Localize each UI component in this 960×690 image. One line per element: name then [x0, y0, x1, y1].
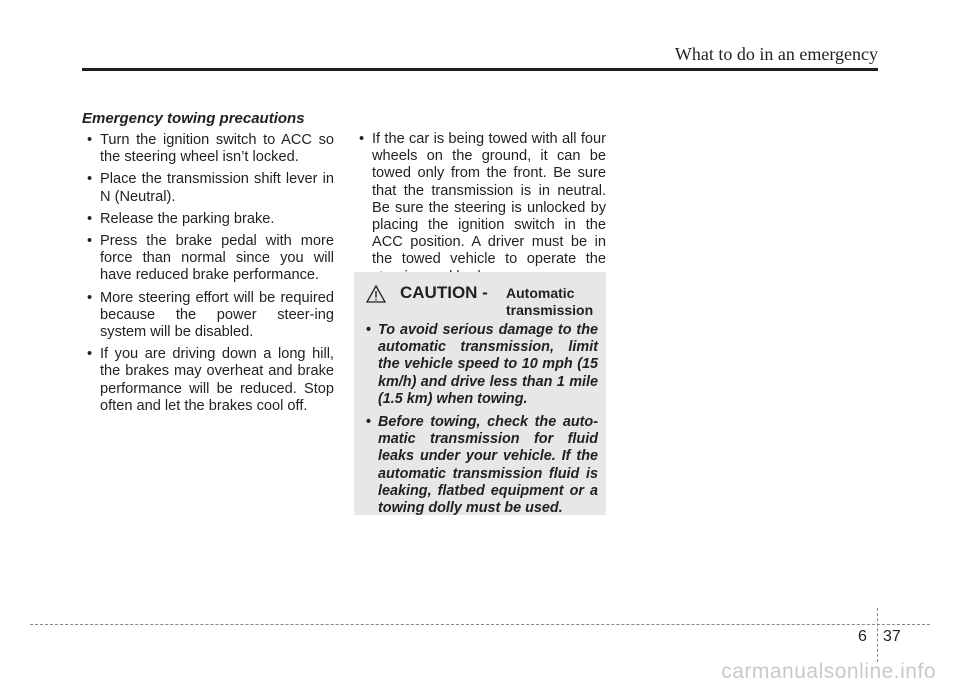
list-item: • Release the parking brake. — [82, 211, 334, 228]
page-divider — [877, 608, 878, 662]
page-number: 37 — [883, 628, 901, 645]
list-item: • More steering effort will be required because the power steer-ing system will be disabled. — [82, 290, 334, 342]
caution-box — [354, 272, 606, 515]
left-column — [82, 110, 334, 420]
list-item: • If you are driving down a long hill, the brakes may overheat and brake performance will be reduced. Stop often and let the brakes cool off. — [82, 346, 334, 415]
list-item: • To avoid serious damage to the automatic transmission, limit the vehicle speed to 10 mph (15 km/h) and drive less than 1 mile (1.5 km) when towing. — [366, 322, 598, 408]
watermark: carmanualsonline.info — [721, 660, 936, 683]
left-bullet-list — [82, 132, 334, 415]
caution-label: CAUTION - — [400, 283, 488, 302]
list-item: • Turn the ignition switch to ACC so the steering wheel isn’t locked. — [82, 132, 334, 166]
caution-list — [366, 322, 598, 523]
right-bullet-list — [354, 131, 606, 286]
caution-subject: Automatic transmission — [506, 285, 594, 318]
right-column — [354, 131, 606, 291]
header-rule — [82, 68, 878, 71]
list-item: • Before towing, check the auto-matic transmission for fluid leaks under your vehicle. If the automatic transmission fluid is leaking, flatbed equipment or a towing dolly must be used. — [366, 414, 598, 517]
list-item: • Press the brake pedal with more force than normal since you will have reduced brake performance. — [82, 233, 334, 285]
list-item: • Place the transmission shift lever in N (Neutral). — [82, 171, 334, 205]
chapter-number: 6 — [858, 628, 867, 645]
warning-triangle-icon — [366, 285, 386, 303]
section-title: What to do in an emergency — [674, 44, 878, 64]
footer-rule — [30, 624, 930, 625]
list-item: • If the car is being towed with all four wheels on the ground, it can be towed only from the front. Be sure that the transmission is in neutral. Be sure the steering is unlocked by placing the ignition switch in the ACC position. A driver must be in the towed vehicle to operate the — [354, 131, 606, 286]
subheading: Emergency towing precautions — [82, 110, 305, 127]
